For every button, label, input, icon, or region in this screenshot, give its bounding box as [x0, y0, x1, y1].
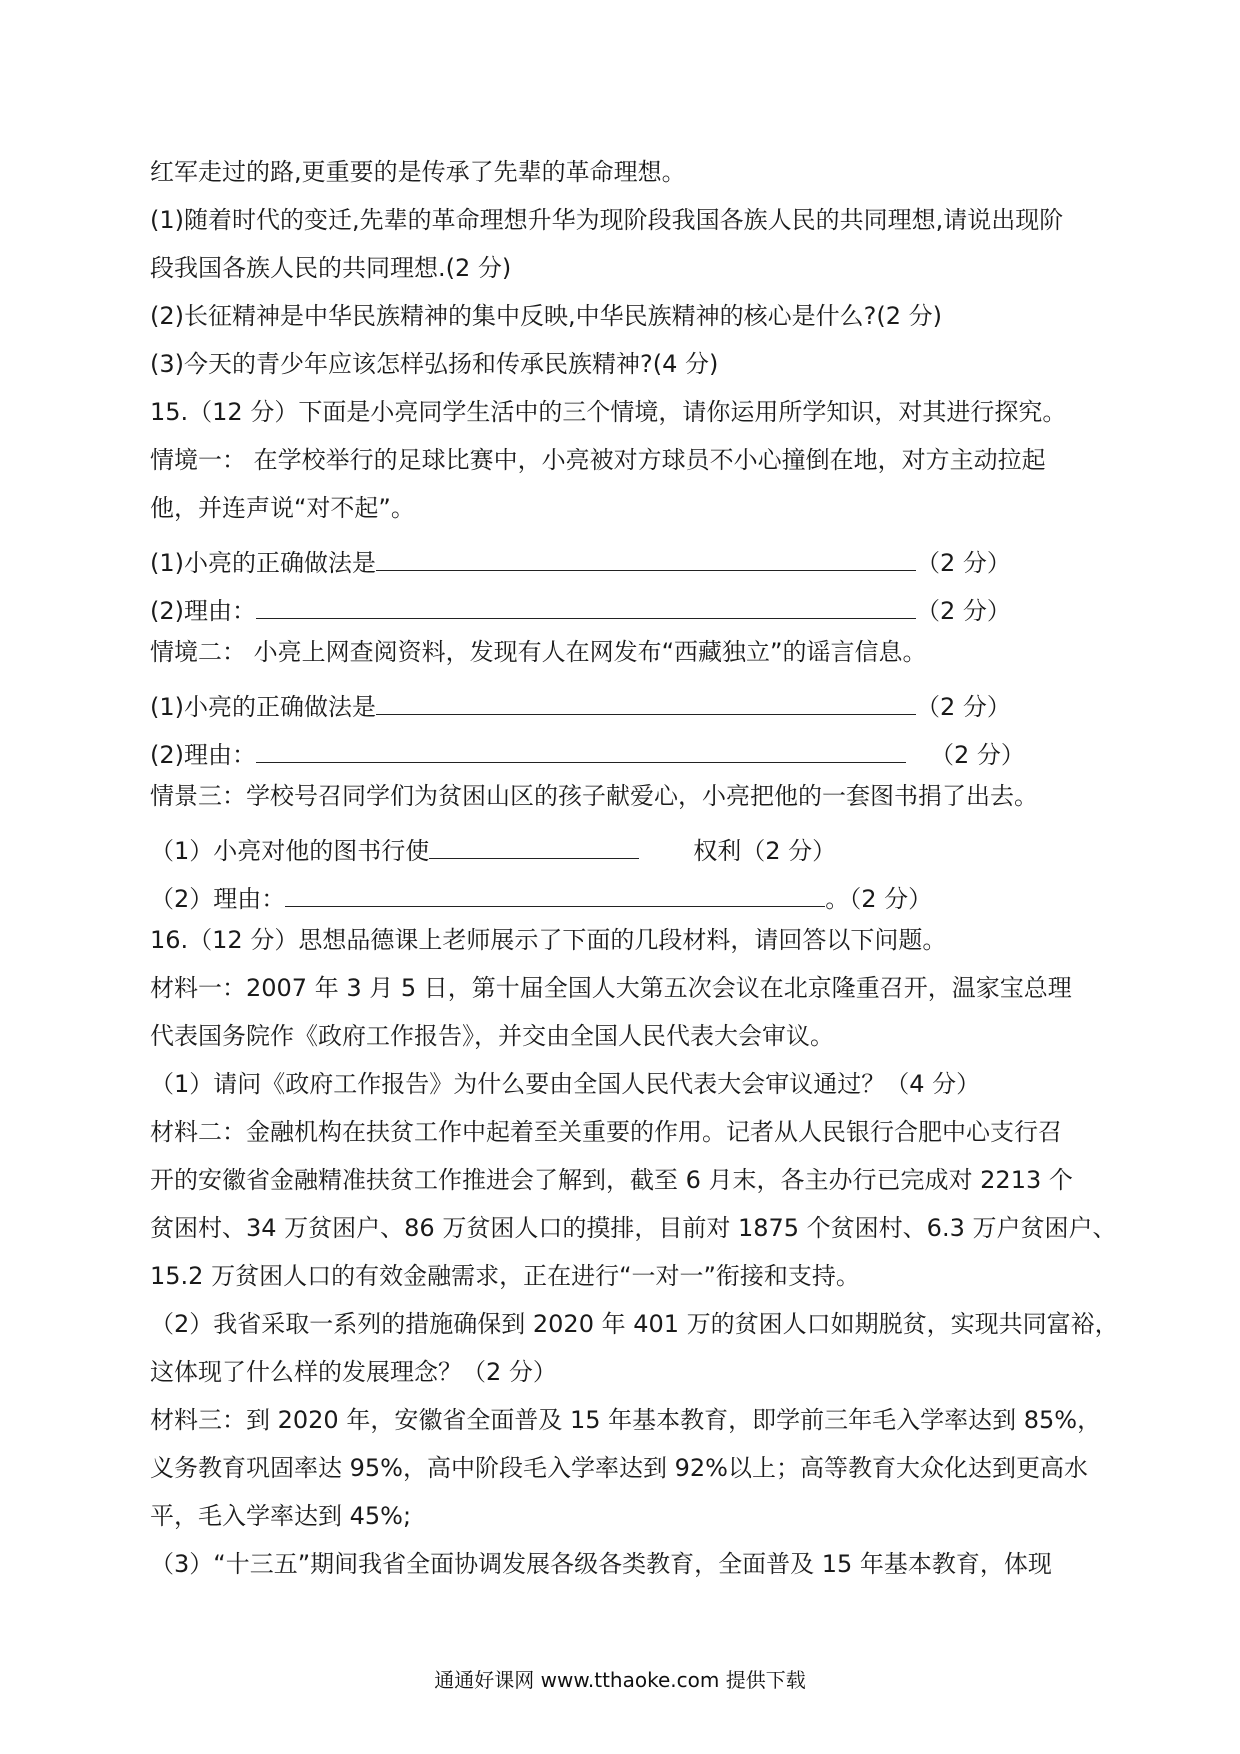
question-15-heading: 15.（12 分）下面是小亮同学生活中的三个情境，请你运用所学知识，对其进行探究。 — [150, 398, 1067, 426]
scenario-1-question-2: (2)理由： （2 分） — [150, 592, 1011, 623]
scenario-2: 情境二： 小亮上网查阅资料，发现有人在网发布“西藏独立”的谣言信息。 — [150, 638, 927, 666]
page-footer: 通通好课网 www.tthaoke.com 提供下载 — [434, 1668, 806, 1692]
question-14-3: (3)今天的青少年应该怎样弘扬和传承民族精神?(4 分) — [150, 350, 719, 378]
scenario-3-question-2: （2）理由： 。（2 分） — [150, 880, 932, 911]
answer-blank[interactable] — [376, 688, 916, 715]
text-line: 段我国各族人民的共同理想.(2 分) — [150, 254, 512, 282]
question-16-heading: 16.（12 分）思想品德课上老师展示了下面的几段材料，请回答以下问题。 — [150, 926, 947, 954]
question-16-3: （3）“十三五”期间我省全面协调发展各级各类教育，全面普及 15 年基本教育，体现 — [150, 1550, 1052, 1578]
answer-blank[interactable] — [429, 832, 639, 859]
scenario-2-question-2: (2)理由： （2 分） — [150, 736, 1025, 767]
material-2: 材料二：金融机构在扶贫工作中起着至关重要的作用。记者从人民银行合肥中心支行召 — [150, 1118, 1062, 1146]
material-3: 材料三：到 2020 年，安徽省全面普及 15 年基本教育，即学前三年毛入学率达到 85%， — [150, 1406, 1102, 1434]
text-line: 红军走过的路,更重要的是传承了先辈的革命理想。 — [150, 158, 686, 186]
question-16-2: （2）我省采取一系列的措施确保到 2020 年 401 万的贫困人口如期脱贫，实现共同富裕， — [150, 1310, 1119, 1338]
scenario-3: 情景三：学校号召同学们为贫困山区的孩子献爱心，小亮把他的一套图书捐了出去。 — [150, 782, 1038, 810]
text-line: 义务教育巩固率达 95%，高中阶段毛入学率达到 92%以上；高等教育大众化达到更高水 — [150, 1454, 1088, 1482]
question-16-1: （1）请问《政府工作报告》为什么要由全国人民代表大会审议通过？（4 分） — [150, 1070, 981, 1098]
text-line: 这体现了什么样的发展理念？（2 分） — [150, 1358, 557, 1386]
text-line: 平，毛入学率达到 45%; — [150, 1502, 412, 1530]
answer-blank[interactable] — [376, 544, 916, 571]
scenario-2-question-1: (1)小亮的正确做法是 （2 分） — [150, 688, 1011, 719]
text-line: 贫困村、34 万贫困户、86 万贫困人口的摸排，目前对 1875 个贫困村、6.3 万户贫困户、 — [150, 1214, 1117, 1242]
scenario-3-question-1: （1）小亮对他的图书行使 权利（2 分） — [150, 832, 836, 863]
scenario-1-question-1: (1)小亮的正确做法是 （2 分） — [150, 544, 1011, 575]
material-1: 材料一：2007 年 3 月 5 日，第十届全国人大第五次会议在北京隆重召开，温家宝总理 — [150, 974, 1072, 1002]
text-line: 他，并连声说“对不起”。 — [150, 494, 415, 522]
answer-blank[interactable] — [256, 736, 906, 763]
text-line: 代表国务院作《政府工作报告》，并交由全国人民代表大会审议。 — [150, 1022, 834, 1050]
answer-blank[interactable] — [285, 880, 825, 907]
text-line: 开的安徽省金融精准扶贫工作推进会了解到，截至 6 月末，各主办行已完成对 2213 个 — [150, 1166, 1073, 1194]
scenario-1: 情境一： 在学校举行的足球比赛中，小亮被对方球员不小心撞倒在地，对方主动拉起 — [150, 446, 1046, 474]
question-14-2: (2)长征精神是中华民族精神的集中反映,中华民族精神的核心是什么?(2 分) — [150, 302, 942, 330]
answer-blank[interactable] — [256, 592, 916, 619]
text-line: 15.2 万贫困人口的有效金融需求，正在进行“一对一”衔接和支持。 — [150, 1262, 860, 1290]
question-14-1: (1)随着时代的变迁,先辈的革命理想升华为现阶段我国各族人民的共同理想,请说出现阶 — [150, 206, 1064, 234]
